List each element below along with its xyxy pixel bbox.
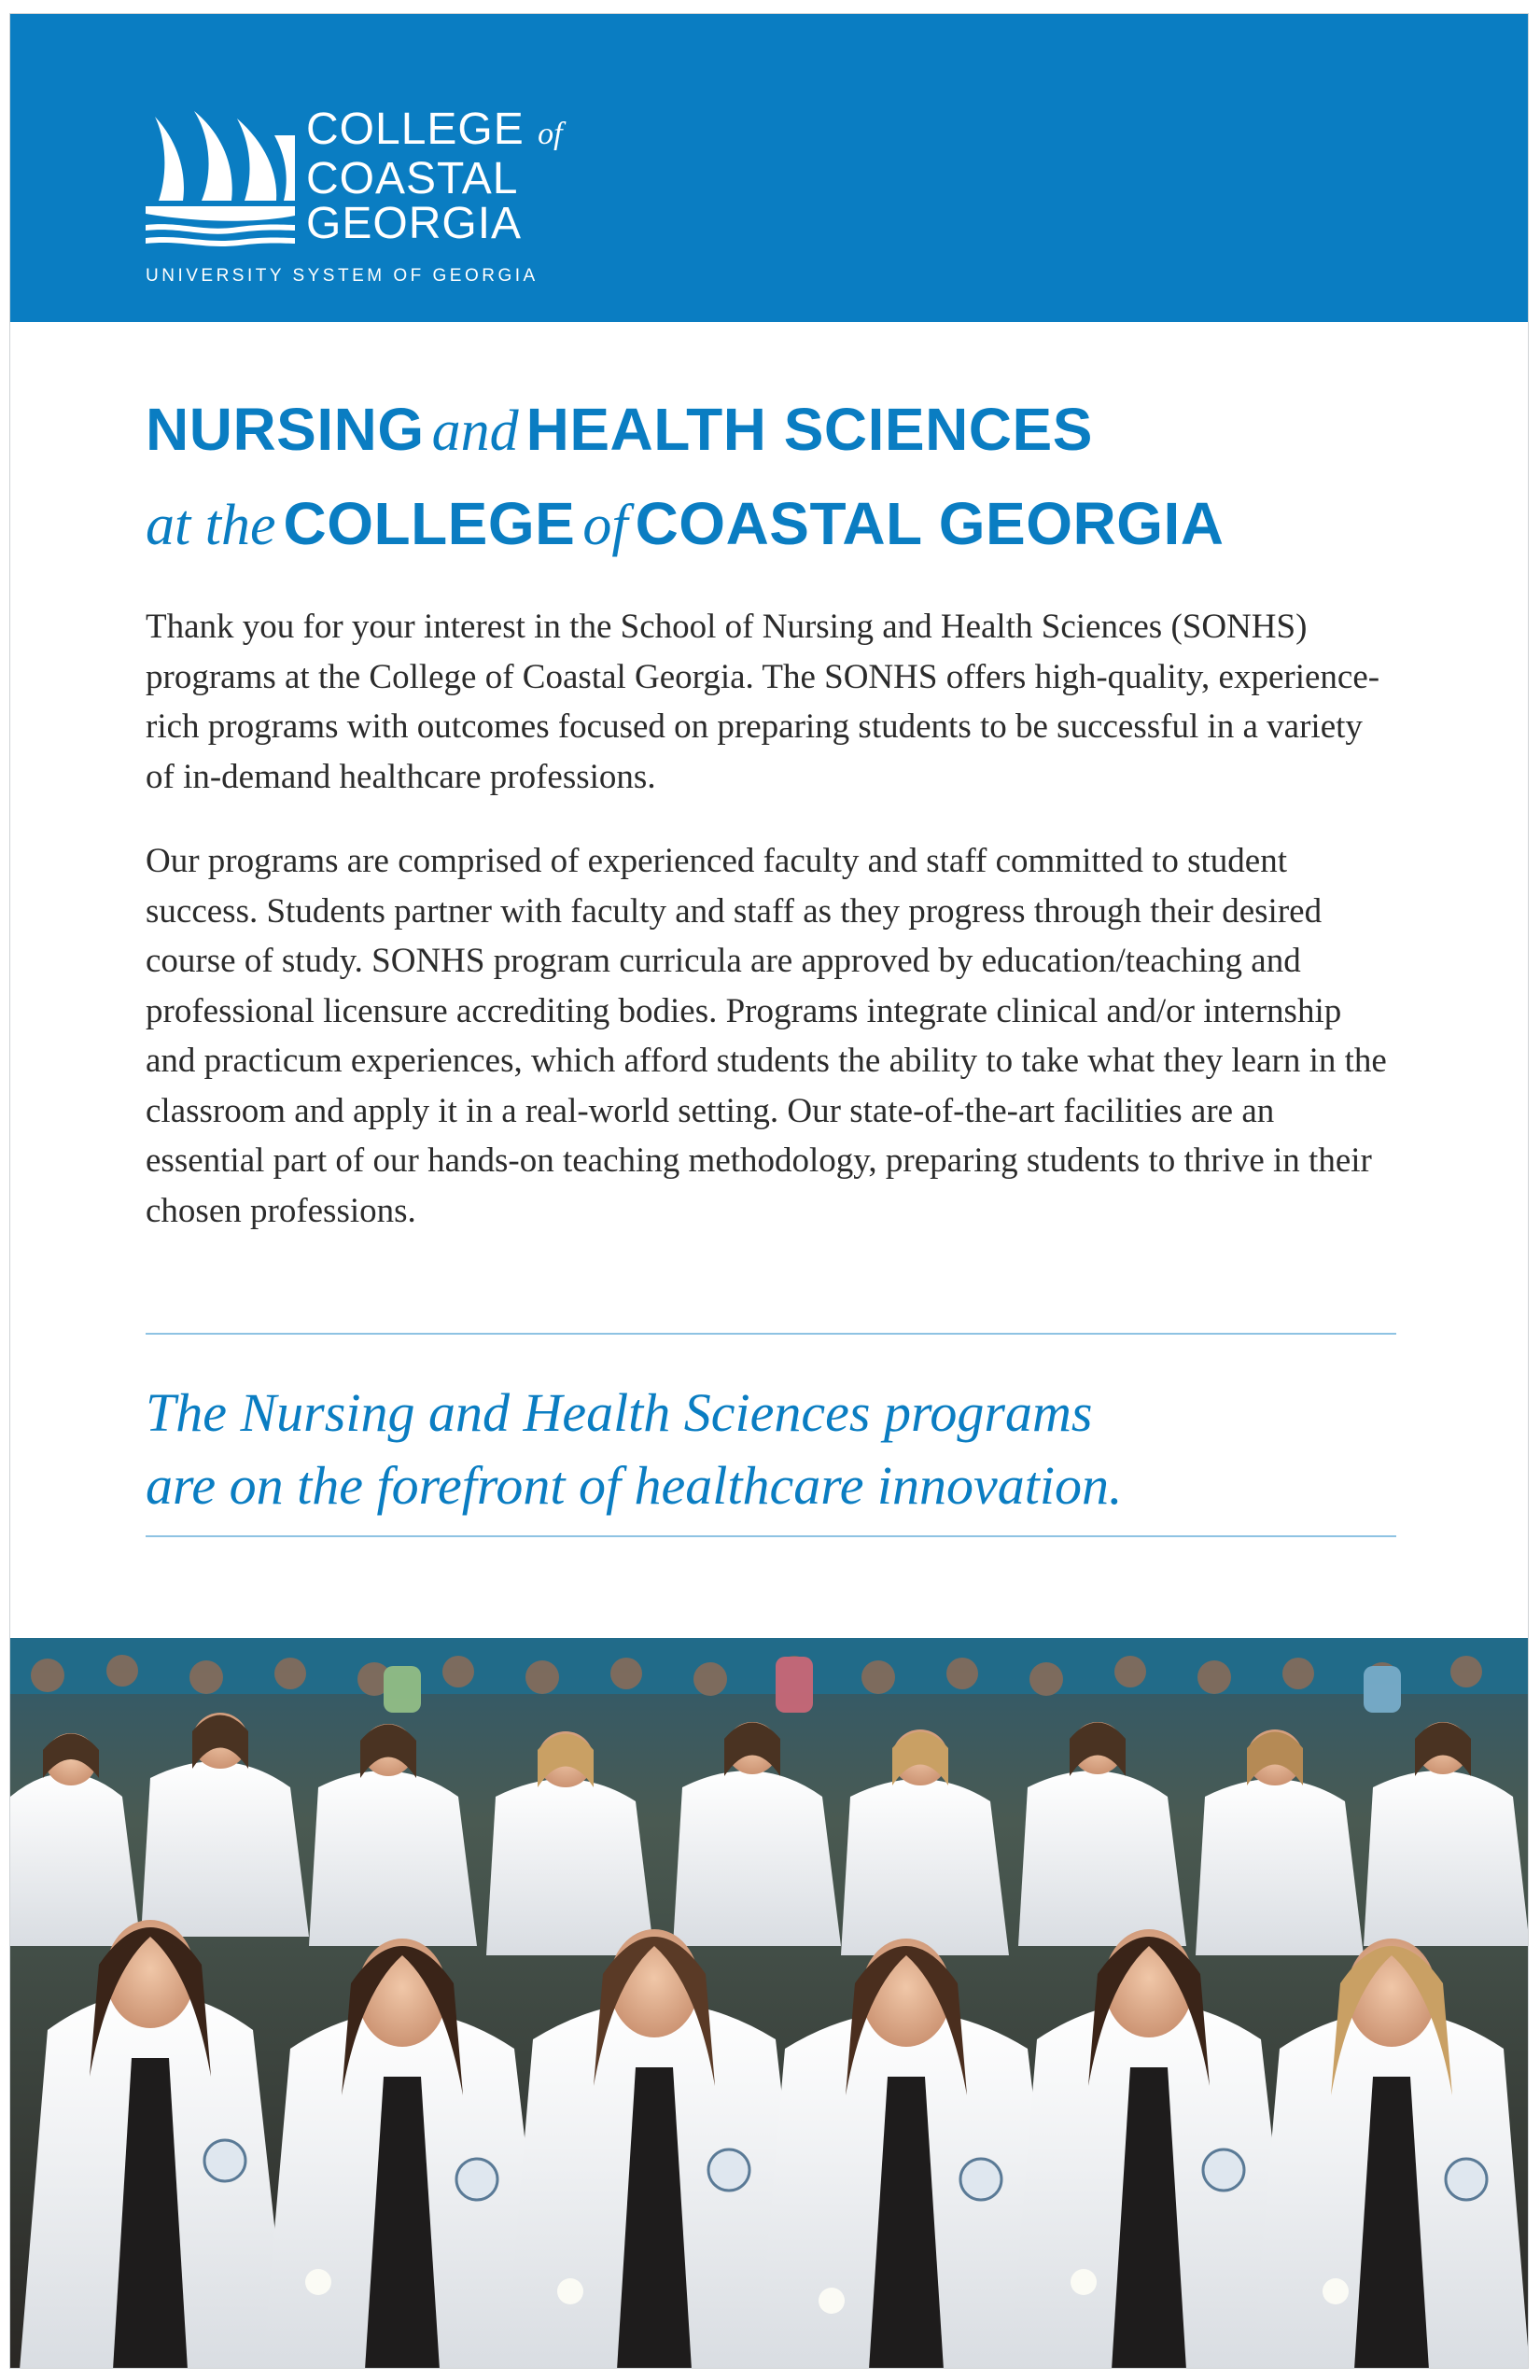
- sailing-ship-logo-icon: [146, 107, 295, 247]
- title-nursing: NURSING: [146, 396, 425, 463]
- title-line-2: [146, 482, 1225, 576]
- title-health-sciences: HEALTH SCIENCES: [525, 396, 1093, 463]
- ceremony-crowd-image: [10, 1638, 1528, 2369]
- intro-paragraph-1: Thank you for your interest in the School of Nursing and Health Sciences (SONHS) programs at the College of Coastal Georgia. The SONHS offers high-quality, experience-rich programs with outcomes focused on preparing students to be successful in a variety of in-demand healthcare professions.: [146, 608, 1380, 796]
- title-and: and: [431, 399, 519, 463]
- college-logo: [146, 107, 594, 285]
- title-line-1: [146, 387, 1225, 482]
- pull-quote: [146, 1377, 1123, 1522]
- intro-body: [146, 602, 1396, 1270]
- intro-paragraph-2: Our programs are comprised of experienced faculty and staff committed to student success. Students partner with faculty and staff as they progress through their desired course of study. SONHS program curricula are approved by education/teaching and professional licensure accrediting bodies. Programs integrate clinical and/or internship and practicum experiences, which afford students the ability to take what they learn in the classroom and apply it in a real-world setting. Our state-of-the-art facilities are an essential part of our hands-on teaching methodology, preparing students to thrive in their chosen professions.: [146, 842, 1387, 1230]
- pull-quote-line-2: are on the forefront of healthcare innovation.: [146, 1455, 1123, 1516]
- quote-divider-top: [146, 1333, 1396, 1335]
- white-coat-ceremony-photo: [10, 1638, 1528, 2369]
- title-at-the: at the: [146, 494, 276, 557]
- logo-line-coastal: COASTAL: [306, 154, 519, 203]
- logo-of-text: of: [538, 117, 563, 151]
- university-system-label: UNIVERSITY SYSTEM OF GEORGIA: [146, 266, 539, 286]
- header-band: [10, 14, 1528, 322]
- title-of: of: [582, 494, 628, 557]
- logo-line-college: [306, 107, 563, 157]
- flyer-page: [9, 13, 1529, 2369]
- logo-wordmark: [306, 107, 563, 246]
- logo-line-georgia: GEORGIA: [306, 199, 523, 248]
- title-coastal-georgia: COASTAL GEORGIA: [635, 490, 1225, 557]
- title-college: COLLEGE: [283, 490, 576, 557]
- page-title: [146, 387, 1225, 576]
- pull-quote-line-1: The Nursing and Health Sciences programs: [146, 1382, 1093, 1443]
- logo-college-text: COLLEGE: [306, 105, 525, 154]
- quote-divider-bottom: [146, 1535, 1396, 1537]
